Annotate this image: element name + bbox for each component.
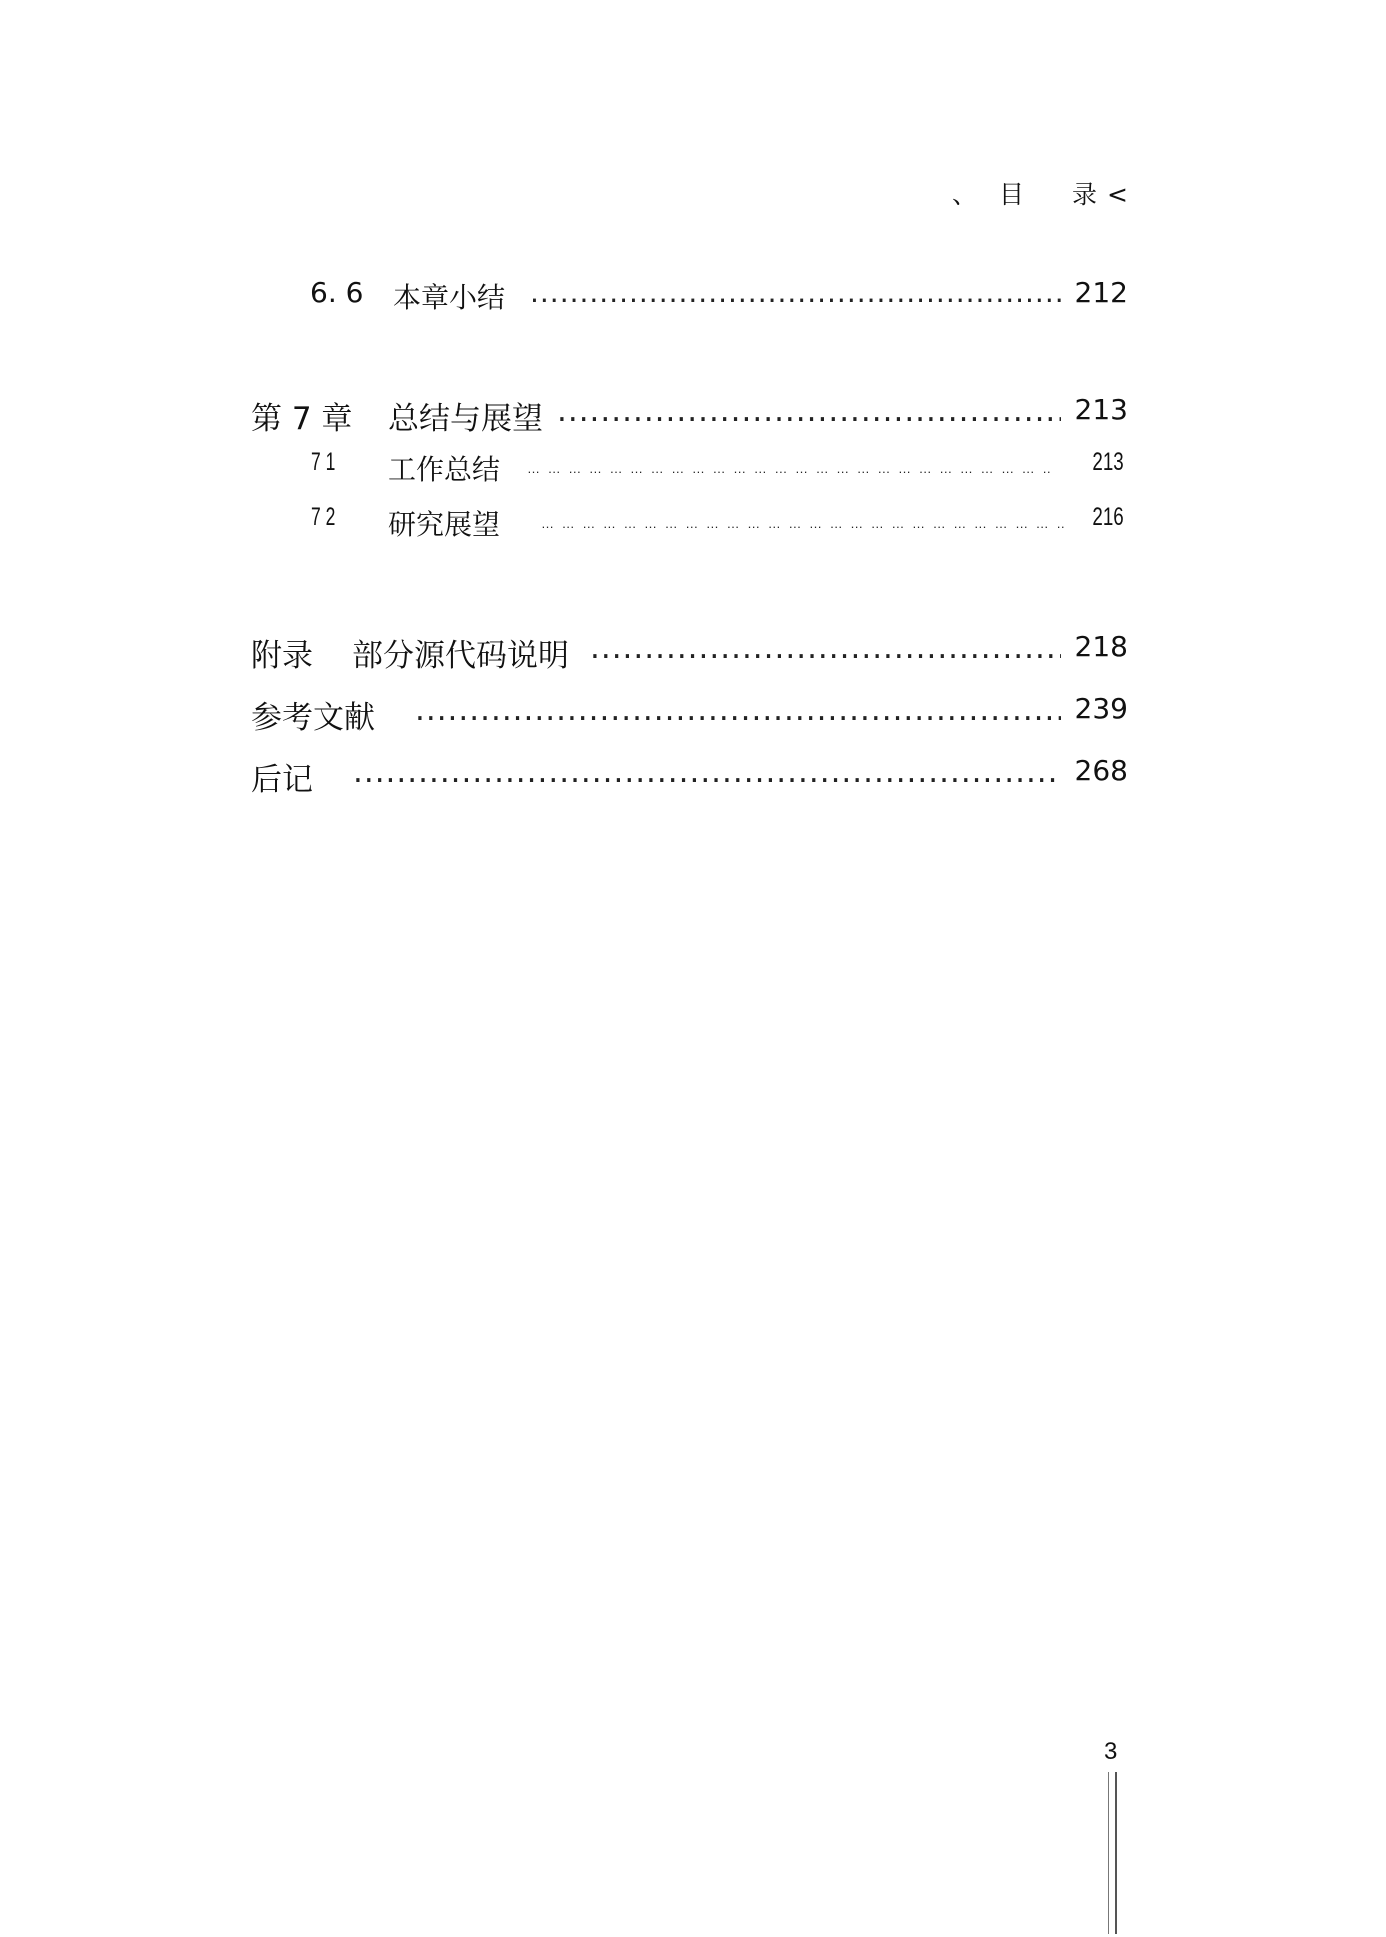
- toc-page-number: 216: [1092, 503, 1124, 531]
- toc-title: 后记: [251, 762, 313, 798]
- toc-title: 部分源代码说明: [352, 638, 569, 674]
- toc-page-number: 212: [1074, 276, 1128, 309]
- toc-number: 第 7 章: [251, 401, 353, 437]
- toc-leader: [527, 448, 1051, 480]
- toc-page-number: 213: [1074, 393, 1128, 426]
- header-arrow: <: [1107, 180, 1128, 209]
- toc-title: 工作总结: [388, 454, 501, 485]
- toc-title: 研究展望: [388, 509, 501, 540]
- running-header: [952, 175, 1128, 211]
- header-word-2: 录: [1072, 180, 1098, 209]
- margin-rule: [1108, 1772, 1109, 1934]
- toc-title: 本章小结: [393, 281, 506, 314]
- toc-leader: [590, 630, 1061, 666]
- toc-number: 附录: [251, 638, 313, 674]
- toc-title: 总结与展望: [388, 401, 543, 437]
- toc-leader: [541, 503, 1064, 535]
- header-word-1: 目: [999, 180, 1025, 209]
- margin-rule: [1115, 1772, 1117, 1934]
- toc-number: 6. 6: [310, 276, 364, 309]
- toc-leader: [415, 692, 1061, 728]
- toc-number: 7 2: [311, 503, 336, 531]
- toc-page-number: 268: [1074, 754, 1128, 787]
- toc-page-number: 239: [1074, 692, 1128, 725]
- toc-number: 7 1: [311, 448, 336, 476]
- toc-title: 参考文献: [251, 700, 375, 736]
- toc-page-number: 218: [1074, 630, 1128, 663]
- toc-leader: [530, 276, 1061, 309]
- toc-leader: [557, 393, 1061, 429]
- toc-leader: [353, 754, 1061, 790]
- page-folio: 3: [1104, 1738, 1118, 1765]
- toc-page-number: 213: [1092, 448, 1124, 476]
- header-mark: 、: [952, 180, 978, 209]
